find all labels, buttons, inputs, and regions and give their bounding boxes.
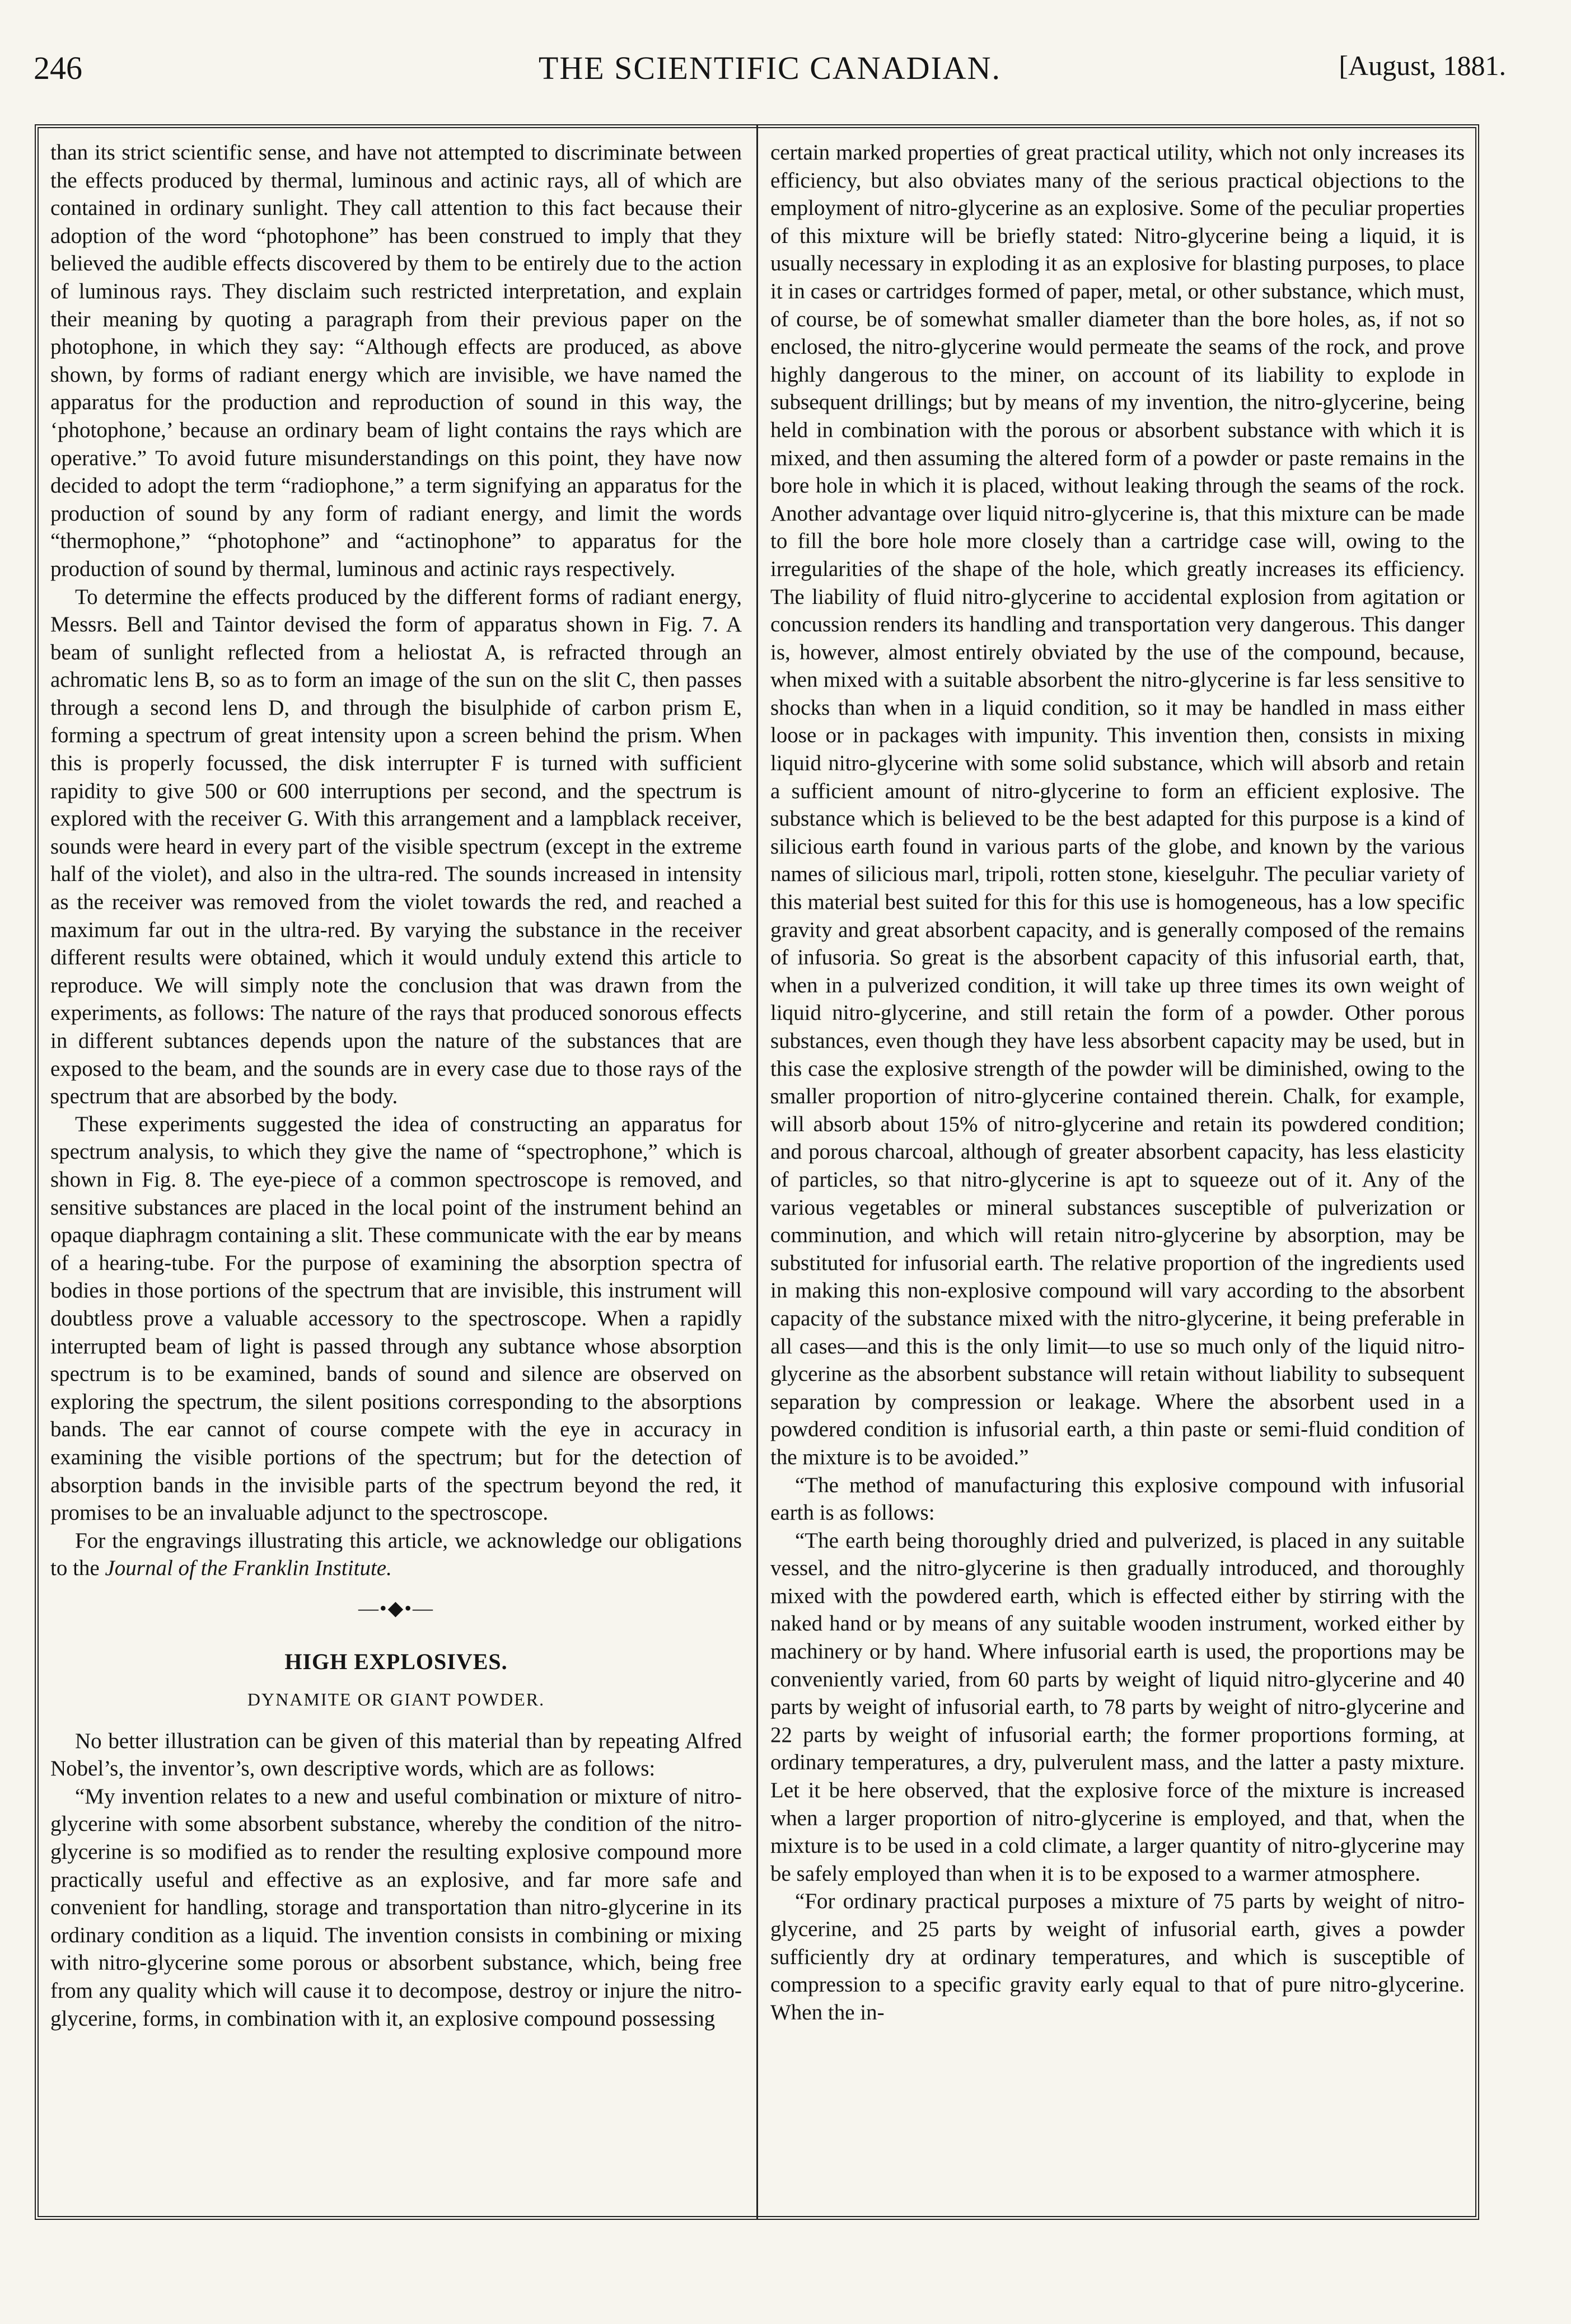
page-header [34,49,1506,111]
acknowledgement-text: For the engravings illustrating this article, we acknowledge our obligations to the [50,1528,742,1581]
body-paragraph: No better illustration can be given of this material than by repeating Alfred Nobel’s, the inventor’s, own descriptive words, which are as follows: [50,1728,742,1781]
right-column [770,139,1465,2199]
journal-title: THE SCIENTIFIC CANADIAN. [538,50,1002,86]
body-paragraph: To determine the effects produced by the different forms of radiant energy, Messrs. Bell and Taintor devised the form of apparatus shown in Fig. 7. A beam of sunlight reflected from a heliostat A, is refracted through an achromatic lens B, so as to form an image of the sun on the slit C, then passes through a second lens D, and through the bisulphide of carbon prism E, forming a spectrum of great intensity upon a screen behind the prism. When this is properly focussed, the disk interrupter F is turned with sufficient rapidity to give 500 or 600 interruptions per second, and the spectrum is explored with the receiver G. With this arrangement and a lampblack receiver, sounds were heard in every part of the visible spectrum (except in the extreme half of the violet), and also in the ultra-red. The sounds increased in intensity as the receiver was removed from the violet towards the red, and reached a maximum far out in the ultra-red. By varying the substance in the receiver different results were obtained, which it would unduly extend this article to reproduce. We will simply note the conclusion that was drawn from the experiments, as follows: The nature of the rays that produced sonorous effects in different subtances depends upon the nature of the substances that are exposed to the beam, and the sounds are in every case due to those rays of the spectrum that are absorbed by the body. [50,584,742,1109]
left-column [50,139,742,2199]
quote-paragraph: “The method of manufacturing this explosive compound with infusorial earth is as follows: [770,1473,1465,1525]
issue-date: [August, 1881. [1339,50,1506,81]
quote-paragraph: “My invention relates to a new and useful combination or mixture of nitro-glycerine with some absorbent substance, whereby the condition of the nitro-glycerine is so modified as to render the resulting explosive compound more practically useful and effective as an explosive, and far more safe and convenient for handling, storage and transportation than nitro-glycerine in its ordinary condition as a liquid. The invention consists in combining or mixing with nitro-glycerine some porous or absorbent substance, which, being free from any quality which will cause it to decompose, destroy or injure the nitro-glycerine, forms, in combination with it, an explosive compound possessing [50,1784,742,2031]
quote-paragraph: certain marked properties of great practical utility, which not only increases its efficiency, but also obviates many of the serious practical objections to the employment of nitro-glycerine as an explosive. Some of the peculiar properties of this mixture will be briefly stated: Nitro-glycerine being a liquid, it is usually necessary in exploding it as an explosive for blasting purposes, to place it in cases or cartridges formed of paper, metal, or other substance, which must, of course, be of somewhat smaller diameter than the bore holes, as, if not so enclosed, the nitro-glycerine would permeate the seams of the rock, and prove highly dangerous to the miner, on account of its liability to explode in subsequent drillings; but by means of my invention, the nitro-glycerine, being held in combination with the porous or absorbent substance with which it is mixed, and then assuming the altered form of a powder or paste remains in the bore hole in which it is placed, without leaking through the seams of the rock. Another advantage over liquid nitro-glycerine is, that this mixture can be made to fill the bore hole more closely than a cartridge case will, owing to the irregularities of the shape of the hole, which greatly increases its efficiency. The liability of fluid nitro-glycerine to accidental explosion from agitation or concussion renders its handling and transportation very dangerous. This danger is, however, almost entirely obviated by the use of the compound, because, when mixed with a suitable absorbent the nitro-glycerine is far less sensitive to shocks than when in a liquid condition, so it may be handled in mass either loose or in packages with impunity. This invention then, consists in mixing liquid nitro-glycerine with some solid substance, which will absorb and retain a sufficient amount of nitro-glycerine to form an efficient explosive. The substance which is believed to be the best adapted for this purpose is a kind of silicious earth found in various parts of the globe, and known by the various names of silicious marl, tripoli, rotten stone, kieselguhr. The peculiar variety of this material best suited for this for this use is homogeneous, has a low specific gravity and great absorbent capacity, and is generally composed of the remains of infusoria. So great is the absorbent capacity of this infusorial earth, that, when in a pulverized condition, it will take up three times its own weight of liquid nitro-glycerine, and still retain the form of a powder. Other porous substances, even though they have less absorbent capacity may be used, but in this case the explosive strength of the powder will be diminished, owing to the smaller proportion of nitro-glycerine contained therein. Chalk, for example, will absorb about 15% of nitro-glycerine and retain its powdered condition; and porous charcoal, although of greater absorbent capacity, has less elasticity of particles, so that nitro-glycerine is apt to squeeze out of it. Any of the various vegetables or mineral substances susceptible of pulverization or comminution, and which will retain nitro-glycerine by absorption, may be substituted for infusorial earth. The relative proportion of the ingredients used in making this non-explosive compound will vary according to the absorbent capacity of the substance mixed with the nitro-glycerine, it being preferable in all cases—and this is the only limit—to use so much only of the liquid nitro-glycerine as the absorbent substance will retain without liability to subsequent separation by compression or leakage. Where the absorbent used in a powdered condition is infusorial earth, a thin paste or semi-fluid condition of the mixture is to be avoided.” [770,140,1465,1469]
section-ornament: —•◆•— [358,1596,434,1619]
body-paragraph: than its strict scientific sense, and have not attempted to discriminate between the effects produced by thermal, luminous and actinic rays, all of which are contained in ordinary sunlight. They call attention to this fact because their adoption of the word “photophone” has been construed to imply that they believed the audible effects discovered by them to be entirely due to the action of luminous rays. They disclaim such restricted interpretation, and explain their meaning by quoting a paragraph from their previous paper on the photophone, in which they say: “Although effects are produced, as above shown, by forms of radiant energy which are invisible, we have named the apparatus for the production and reproduction of sound in this way, the ‘photophone,’ because an ordinary beam of light contains the rays which are operative.” To avoid future misunderstandings on this point, they have now decided to adopt the term “radiophone,” a term signifying an apparatus for the production of sound by any form of radiant energy, and limit the words “thermophone,” “photophone” and “actinophone” to apparatus for the production of sound by thermal, luminous and actinic rays respectively. [50,140,742,581]
column-divider [756,124,758,2220]
quote-paragraph: “For ordinary practical purposes a mixture of 75 parts by weight of nitro-glycerine, and 25 parts by weight of infusorial earth, gives a powder sufficiently dry at ordinary temperatures, and which is susceptible of compression to a specific gravity early equal to that of pure nitro-glycerine. When the in- [770,1889,1465,2025]
body-paragraph: These experiments suggested the idea of constructing an apparatus for spectrum analysis, to which they give the name of “spectrophone,” which is shown in Fig. 8. The eye-piece of a common spectroscope is removed, and sensitive substances are placed in the local point of the instrument behind an opaque diaphragm containing a slit. These communicate with the ear by means of a hearing-tube. For the purpose of examining the absorption spectra of bodies in those portions of the spectrum that are invisible, this instrument will doubtless prove a valuable accessory to the spectroscope. When a rapidly interrupted beam of light is passed through any subtance whose absorption spectrum is to be examined, bands of sound and silence are observed on exploring the spectrum, the silent positions corresponding to the absorptions bands. The ear cannot of course compete with the eye in accuracy in examining the visible portions of the spectrum; but for the detection of absorption bands in the invisible parts of the spectrum beyond the red, it promises to be an invaluable adjunct to the spectroscope. [50,1112,742,1525]
page-number: 246 [34,50,82,86]
quote-paragraph: “The earth being thoroughly dried and pulverized, is placed in any suitable vessel, and the nitro-glycerine is then gradually introduced, and thoroughly mixed with the powdered earth, which is effected either by stirring with the naked hand or by means of any suitable wooden instrument, worked either by machinery or by hand. Where infusorial earth is used, the proportions may be conveniently varied, from 60 parts by weight of liquid nitro-glycerine and 40 parts by weight of infusorial earth, to 78 parts by weight of nitro-glycerine and 22 parts by weight of infusorial earth; the former proportions forming, at ordinary temperatures, a dry, pulverulent mass, and the latter a pasty mixture. Let it be here observed, that the explosive force of the mixture is increased when a larger proportion of nitro-glycerine is employed, and that, when the mixture is to be used in a cold climate, a larger quantity of nitro-glycerine may be safely employed than when it is to be exposed to a warmer atmosphere. [770,1528,1465,1886]
acknowledgement-paragraph [50,1527,742,1582]
journal-citation: Journal of the Franklin Institute. [105,1556,392,1581]
section-subtitle: DYNAMITE OR GIANT POWDER. [247,1689,545,1710]
section-title: HIGH EXPLOSIVES. [284,1649,508,1675]
